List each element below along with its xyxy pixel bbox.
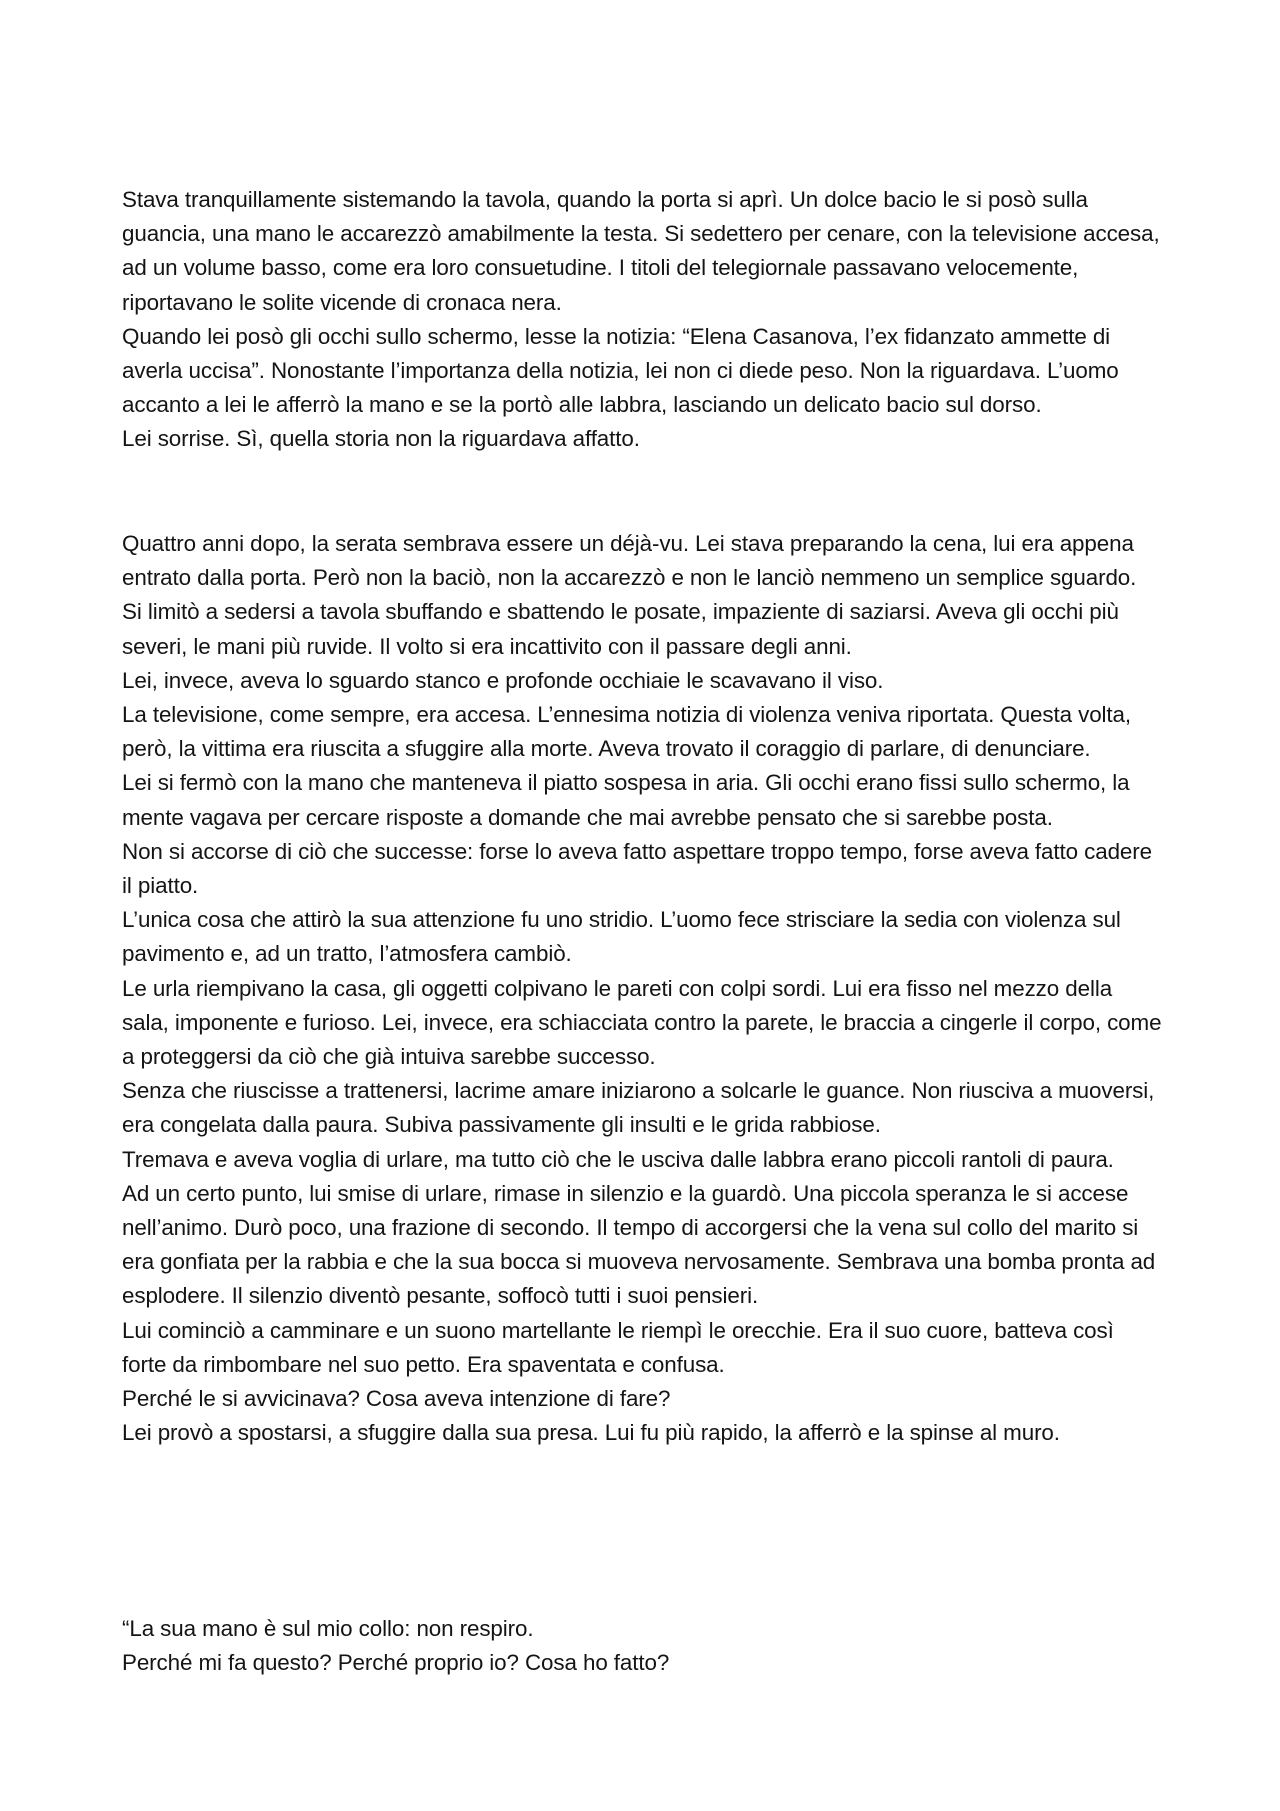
paragraph: Perché mi fa questo? Perché proprio io? Cosa ho fatto? bbox=[122, 1650, 670, 1676]
paragraph: Tremava e aveva voglia di urlare, ma tutto ciò che le usciva dalle labbra erano piccoli rantoli di paura. bbox=[122, 1146, 1114, 1172]
paragraph: Quando lei posò gli occhi sullo schermo, lesse la notizia: “Elena Casanova, l’ex fidanzato ammette di averla uccisa”. Nonostante l’importanza della notizia, lei non ci diede peso. Non la riguardava. L’uomo accanto a lei le afferrò la mano e se la portò alle labbra, lasciando un delicato bacio sul dorso. bbox=[122, 323, 1119, 418]
section-3 bbox=[122, 1612, 1162, 1680]
paragraph: Quattro anni dopo, la serata sembrava essere un déjà-vu. Lei stava preparando la cena, lui era appena entrato dalla porta. Però non la baciò, non la accarezzò e non le lanciò nemmeno un semplice sguardo. bbox=[122, 531, 1137, 591]
paragraph: Lei sorrise. Sì, quella storia non la riguardava affatto. bbox=[122, 426, 640, 452]
paragraph: Senza che riuscisse a trattenersi, lacrime amare iniziarono a solcarle le guance. Non riusciva a muoversi, era congelata dalla paura. Subiva passivamente gli insulti e le grida rabbiose. bbox=[122, 1078, 1155, 1138]
section-2 bbox=[122, 527, 1162, 1450]
section-1 bbox=[122, 183, 1162, 457]
paragraph: “La sua mano è sul mio collo: non respiro. bbox=[122, 1616, 534, 1641]
paragraph: Lei provò a spostarsi, a sfuggire dalla sua presa. Lui fu più rapido, la afferrò e la spinse al muro. bbox=[122, 1420, 1060, 1446]
paragraph: Perché le si avvicinava? Cosa aveva intenzione di fare? bbox=[122, 1386, 671, 1412]
paragraph: Non si accorse di ciò che successe: forse lo aveva fatto aspettare troppo tempo, forse aveva fatto cadere il piatto. bbox=[122, 838, 1152, 899]
paragraph: Si limitò a sedersi a tavola sbuffando e sbattendo le posate, impaziente di saziarsi. Aveva gli occhi più severi, le mani più ruvide. Il volto si era incattivito con il passare degli anni. bbox=[122, 599, 1119, 659]
paragraph: Lei, invece, aveva lo sguardo stanco e profonde occhiaie le scavavano il viso. bbox=[122, 667, 884, 693]
paragraph: Ad un certo punto, lui smise di urlare, rimase in silenzio e la guardò. Una piccola speranza le si accese nell’animo. Durò poco, una frazione di secondo. Il tempo di accorgersi che la vena sul collo del marito si era gonfiata per la rabbia e che la sua bocca si muoveva nervosamente. Sembrava una bomba pronta ad esplodere. Il silenzio diventò pesante, soffocò tutti i suoi pensieri. bbox=[122, 1180, 1156, 1309]
paragraph: La televisione, come sempre, era accesa. L’ennesima notizia di violenza veniva riportata. Questa volta, però, la vittima era riuscita a sfuggire alla morte. Aveva trovato il coraggio di parlare, di denunciare. bbox=[122, 702, 1132, 762]
paragraph: Lei si fermò con la mano che manteneva il piatto sospesa in aria. Gli occhi erano fissi sullo schermo, la mente vagava per cercare risposte a domande che mai avrebbe pensato che si sarebbe posta. bbox=[122, 770, 1130, 830]
paragraph: Lui cominciò a camminare e un suono martellante le riempì le orecchie. Era il suo cuore, batteva così forte da rimbombare nel suo petto. Era spaventata e confusa. bbox=[122, 1317, 1114, 1377]
paragraph: Stava tranquillamente sistemando la tavola, quando la porta si aprì. Un dolce bacio le si posò sulla guancia, una mano le accarezzò amabilmente la testa. Si sedettero per cenare, con la televisione accesa, ad un volume basso, come era loro consuetudine. I titoli del telegiornale passavano velocemente, riportavano le solite vicende di cronaca nera. bbox=[122, 187, 1160, 315]
paragraph: Le urla riempivano la casa, gli oggetti colpivano le pareti con colpi sordi. Lui era fisso nel mezzo della sala, imponente e furioso. Lei, invece, era schiacciata contro la parete, le braccia a cingerle il corpo, come a proteggersi da ciò che già intuiva sarebbe successo. bbox=[122, 975, 1162, 1070]
paragraph: L’unica cosa che attirò la sua attenzione fu uno stridio. L’uomo fece strisciare la sedia con violenza sul pavimento e, ad un tratto, l’atmosfera cambiò. bbox=[122, 907, 1121, 967]
